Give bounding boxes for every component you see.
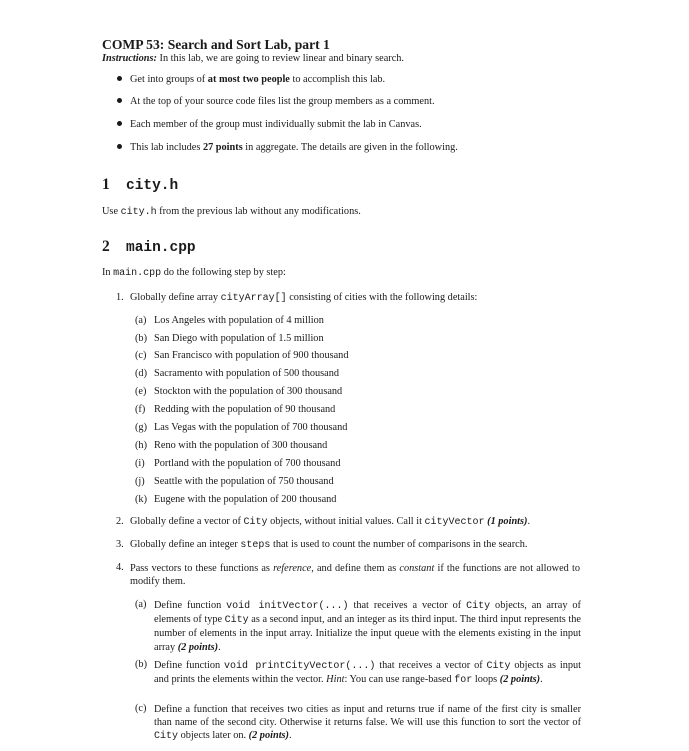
lab-title: COMP 53: Search and Sort Lab, part 1 — [102, 37, 330, 52]
instructions-label: Instructions: — [102, 53, 157, 64]
bullet-item: Each member of the group must individually submit the lab in Canvas. — [117, 119, 422, 130]
bullet-item: At the top of your source code files list the group members as a comment. — [117, 96, 435, 107]
list-item: (d) Sacramento with population of 500 thousand — [135, 368, 340, 379]
step-4-text: Pass vectors to these functions as reference, and define them as constant if the functions are not allowed to modify them. — [130, 563, 580, 588]
list-item: (i) Portland with the population of 700 thousand — [135, 458, 341, 469]
section-heading-city-h: 1 city.h — [102, 176, 179, 194]
bullet-dot-icon — [117, 98, 122, 103]
bullet-item: This lab includes 27 points in aggregate. The details are given in the following. — [117, 142, 458, 153]
list-item: (a) Los Angeles with population of 4 million — [135, 315, 324, 326]
instructions — [102, 53, 602, 64]
section-heading-main-cpp: 2 main.cpp — [102, 238, 196, 256]
list-item: (g) Las Vegas with the population of 700 thousand — [135, 422, 348, 433]
section1-body: Use city.h from the previous lab without any modifications. — [102, 206, 361, 218]
bullet-dot-icon — [117, 144, 122, 149]
document-page: COMP 53: Search and Sort Lab, part 1 Instructions: In this lab, we are going to review linear and binary search. Get into groups of at most two people to accomplish this lab. At the top of your source code files list the group members as a comment. Each member of the group must individually submit the lab in Canvas. This lab includes 27 points in aggregate. The details are given in the following. 1 city.h Use city.h from the previous lab without any modifications. 2 main.cpp In main.cpp do the following step by step: 1. Globally define array cityArray[] consisting of cities with the following details: (a) Los Angeles with population of 4 million (b) San Diego with population of 1.5 million (c) San Francisco with population of 900 thousand (d) Sacramento with population of 500 thousand (e) Stockton with the population of 300 thousand (f) Redding with the population of 90 thousand (g) Las Vegas with the population of 700 thousand (h) Reno with the population of 300 thousand (i) Portland with the population of 700 thousand (j) Seattle with the population of 750 thousand (k) Eugene with the population of 200 thousand 2. Globally define a vector of City objects, without initial values. Call it cityVector (1 points). 3. Globally define an integer steps that is used to count the number of comparisons in the search. 4. Pass vectors to these functions as reference, and define them as constant if the functions are not allowed to modify them. (a) Define function void initVector(...) that receives a vector of City objects, an array of elements of type City as a second input, and an integer as its third input. The third input represents the number of elements in the input array. Initialize the input queue with the elements existing in the input array (2 points). (b) Define function void printCityVector(...) that receives a vector of City objects as input and prints the elements within the vector. Hint: You can use range-based for loops (2 points). (c) Define a function that receives two cities as input and returns true if name of the first city is smaller than name of the second city. Otherwise it returns false. We will use this function to sort the vector of City objects later on. (2 points). — [0, 0, 689, 751]
list-item: (k) Eugene with the population of 200 thousand — [135, 494, 337, 505]
list-item: (c) San Francisco with population of 900 thousand — [135, 350, 349, 361]
list-item: (h) Reno with the population of 300 thousand — [135, 440, 328, 451]
bullet-dot-icon — [117, 121, 122, 126]
bullet-dot-icon — [117, 76, 122, 81]
list-item: (b) San Diego with population of 1.5 million — [135, 333, 324, 344]
section2-intro: In main.cpp do the following step by step: — [102, 267, 286, 279]
bullet-item: Get into groups of at most two people to accomplish this lab. — [117, 74, 385, 85]
list-item: (j) Seattle with the population of 750 thousand — [135, 476, 334, 487]
instructions-text: In this lab, we are going to review linear and binary search. — [156, 53, 404, 64]
list-item: (f) Redding with the population of 90 thousand — [135, 404, 336, 415]
list-item: (e) Stockton with the population of 300 thousand — [135, 386, 343, 397]
